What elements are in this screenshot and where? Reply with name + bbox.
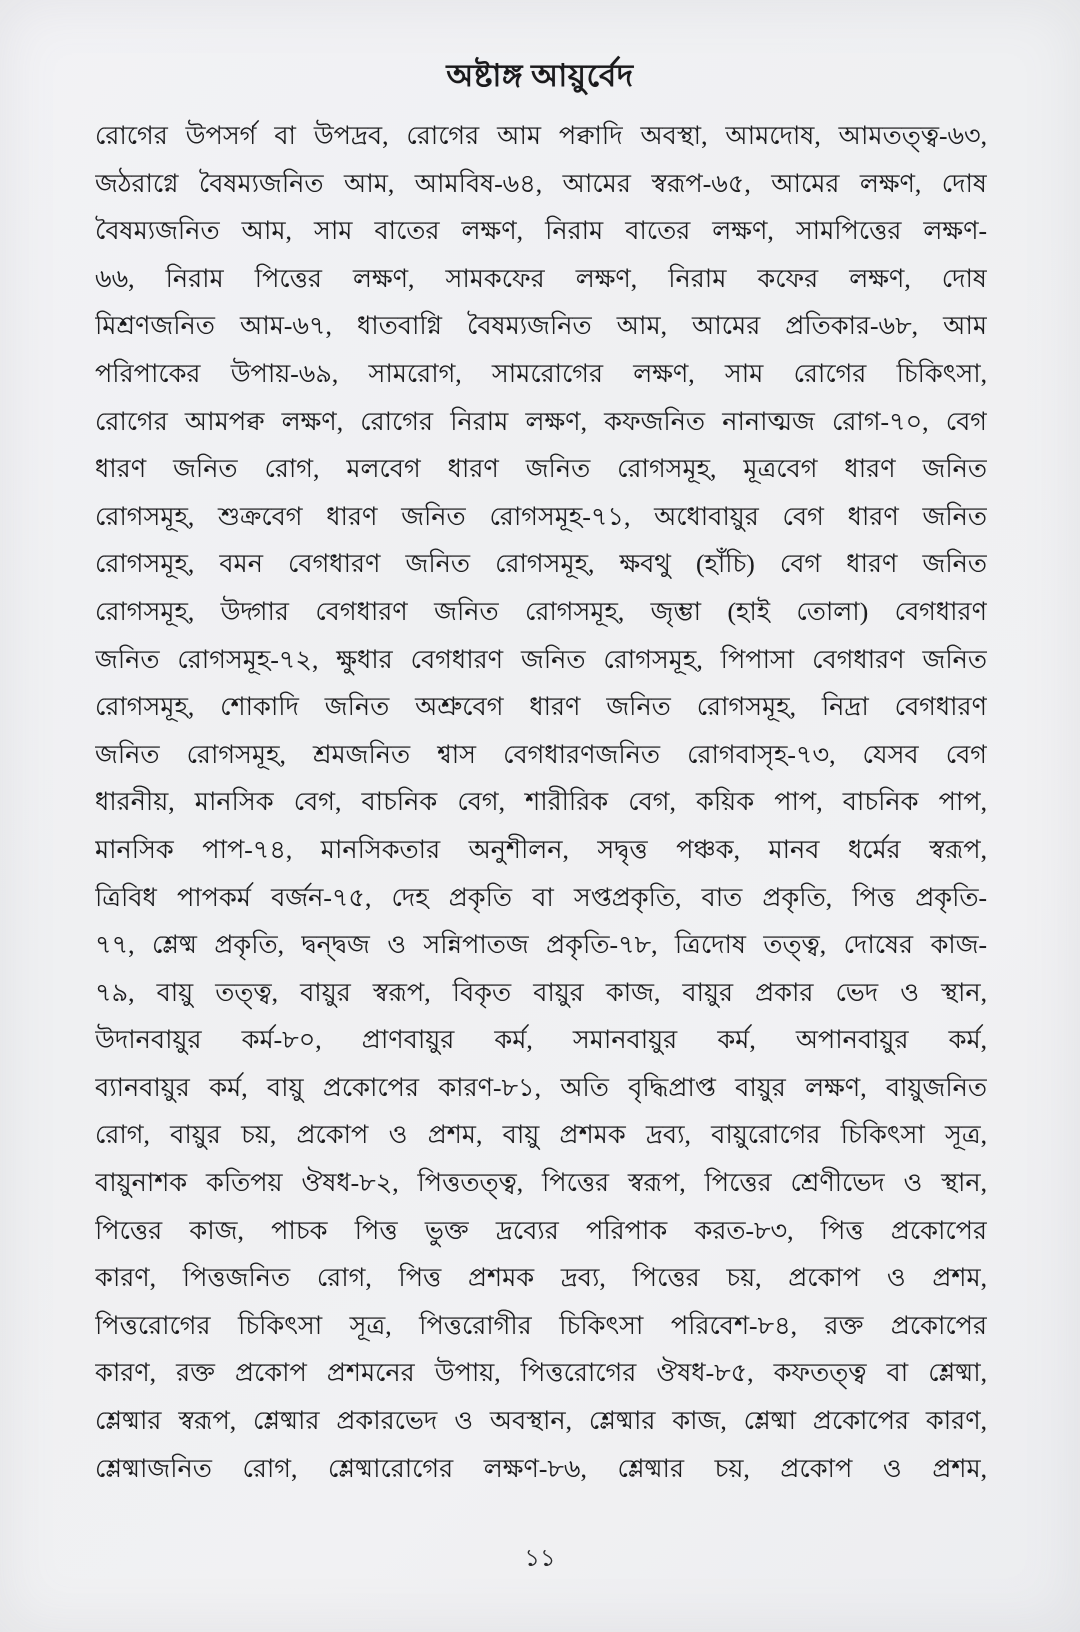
contents-text-block: [95, 112, 987, 1492]
toc-line: বৈষম্যজনিত আম, সাম বাতের লক্ষণ, নিরাম বাতের লক্ষণ, সামপিত্তের লক্ষণ-: [95, 216, 987, 246]
toc-line: রোগের আমপক্ব লক্ষণ, রোগের নিরাম লক্ষণ, কফজনিত নানাত্মজ রোগ-৭০, বেগ: [95, 406, 987, 436]
toc-line: রোগের উপসর্গ বা উপদ্রব, রোগের আম পক্বাদি অবস্থা, আমদোষ, আমতত্ত্ব-৬৩,: [95, 121, 987, 150]
toc-line: পিত্তের কাজ, পাচক পিত্ত ভুক্ত দ্রব্যের পরিপাক করত-৮৩, পিত্ত প্রকোপের: [95, 1215, 987, 1245]
toc-line: ৭৯, বায়ু তত্ত্ব, বায়ুর স্বরূপ, বিকৃত বায়ুর কাজ, বায়ুর প্রকার ভেদ ও স্থান,: [95, 977, 987, 1007]
toc-line: ৭৭, শ্লেষ্ম প্রকৃতি, দ্বন্দ্বজ ও সন্নিপাতজ প্রকৃতি-৭৮, ত্রিদোষ তত্ত্ব, দোষের কাজ-: [95, 930, 987, 960]
toc-line: পরিপাকের উপায়-৬৯, সামরোগ, সামরোগের লক্ষণ, সাম রোগের চিকিৎসা,: [95, 358, 987, 388]
toc-line: শ্লেষ্মার স্বরূপ, শ্লেষ্মার প্রকারভেদ ও অবস্থান, শ্লেষ্মার কাজ, শ্লেষ্মা প্রকোপের কারণ,: [95, 1406, 987, 1436]
toc-line: কারণ, পিত্তজনিত রোগ, পিত্ত প্রশমক দ্রব্য, পিত্তের চয়, প্রকোপ ও প্রশম,: [95, 1263, 987, 1293]
toc-line: উদানবায়ুর কর্ম-৮০, প্রাণবায়ুর কর্ম, সমানবায়ুর কর্ম, অপানবায়ুর কর্ম,: [95, 1025, 987, 1055]
toc-line: ৬৬, নিরাম পিত্তের লক্ষণ, সামকফের লক্ষণ, নিরাম কফের লক্ষণ, দোষ: [95, 263, 987, 293]
toc-line: পিত্তরোগের চিকিৎসা সূত্র, পিত্তরোগীর চিকিৎসা পরিবেশ-৮৪, রক্ত প্রকোপের: [95, 1310, 987, 1340]
book-title: অষ্টাঙ্গ আয়ুর্বেদ: [446, 58, 634, 93]
toc-line: মানসিক পাপ-৭৪, মানসিকতার অনুশীলন, সদ্বৃত্ত পঞ্চক, মানব ধর্মের স্বরূপ,: [95, 834, 987, 864]
toc-line: ধারনীয়, মানসিক বেগ, বাচনিক বেগ, শারীরিক বেগ, কয়িক পাপ, বাচনিক পাপ,: [95, 787, 987, 817]
toc-line: ত্রিবিধ পাপকর্ম বর্জন-৭৫, দেহ প্রকৃতি বা সপ্তপ্রকৃতি, বাত প্রকৃতি, পিত্ত প্রকৃতি-: [95, 882, 987, 912]
toc-line: মিশ্রণজনিত আম-৬৭, ধাতবাগ্নি বৈষম্যজনিত আম, আমের প্রতিকার-৬৮, আম: [95, 311, 987, 341]
toc-line: জনিত রোগসমূহ, শ্রমজনিত শ্বাস বেগধারণজনিত রোগবাসৃহ-৭৩, যেসব বেগ: [95, 739, 987, 769]
toc-line: শ্লেষ্মাজনিত রোগ, শ্লেষ্মারোগের লক্ষণ-৮৬, শ্লেষ্মার চয়, প্রকোপ ও প্রশম,: [95, 1453, 987, 1483]
toc-line: ধারণ জনিত রোগ, মলবেগ ধারণ জনিত রোগসমূহ, মূত্রবেগ ধারণ জনিত: [95, 454, 987, 484]
toc-line: কারণ, রক্ত প্রকোপ প্রশমনের উপায়, পিত্তরোগের ঔষধ-৮৫, কফতত্ত্ব বা শ্লেষ্মা,: [95, 1358, 987, 1388]
toc-line: রোগসমূহ, উদ্গার বেগধারণ জনিত রোগসমূহ, জৃম্ভা (হাই তোলা) বেগধারণ: [95, 596, 987, 626]
toc-line: রোগসমূহ, শোকাদি জনিত অশ্রুবেগ ধারণ জনিত রোগসমূহ, নিদ্রা বেগধারণ: [95, 692, 987, 722]
page-number: ১১: [524, 1546, 556, 1572]
toc-line: জনিত রোগসমূহ-৭২, ক্ষুধার বেগধারণ জনিত রোগসমূহ, পিপাসা বেগধারণ জনিত: [95, 644, 987, 674]
toc-line: রোগসমূহ, বমন বেগধারণ জনিত রোগসমূহ, ক্ষবথু (হাঁচি) বেগ ধারণ জনিত: [95, 549, 987, 579]
toc-line: বায়ুনাশক কতিপয় ঔষধ-৮২, পিত্ততত্ত্ব, পিত্তের স্বরূপ, পিত্তের শ্রেণীভেদ ও স্থান,: [95, 1168, 987, 1198]
toc-line: জঠরাগ্নে বৈষম্যজনিত আম, আমবিষ-৬৪, আমের স্বরূপ-৬৫, আমের লক্ষণ, দোষ: [95, 168, 987, 198]
toc-line: রোগসমূহ, শুক্রবেগ ধারণ জনিত রোগসমূহ-৭১, অধোবায়ুর বেগ ধারণ জনিত: [95, 501, 987, 531]
toc-line: রোগ, বায়ুর চয়, প্রকোপ ও প্রশম, বায়ু প্রশমক দ্রব্য, বায়ুরোগের চিকিৎসা সূত্র,: [95, 1120, 987, 1150]
toc-line: ব্যানবায়ুর কর্ম, বায়ু প্রকোপের কারণ-৮১, অতি বৃদ্ধিপ্রাপ্ত বায়ুর লক্ষণ, বায়ুজনিত: [95, 1072, 987, 1102]
